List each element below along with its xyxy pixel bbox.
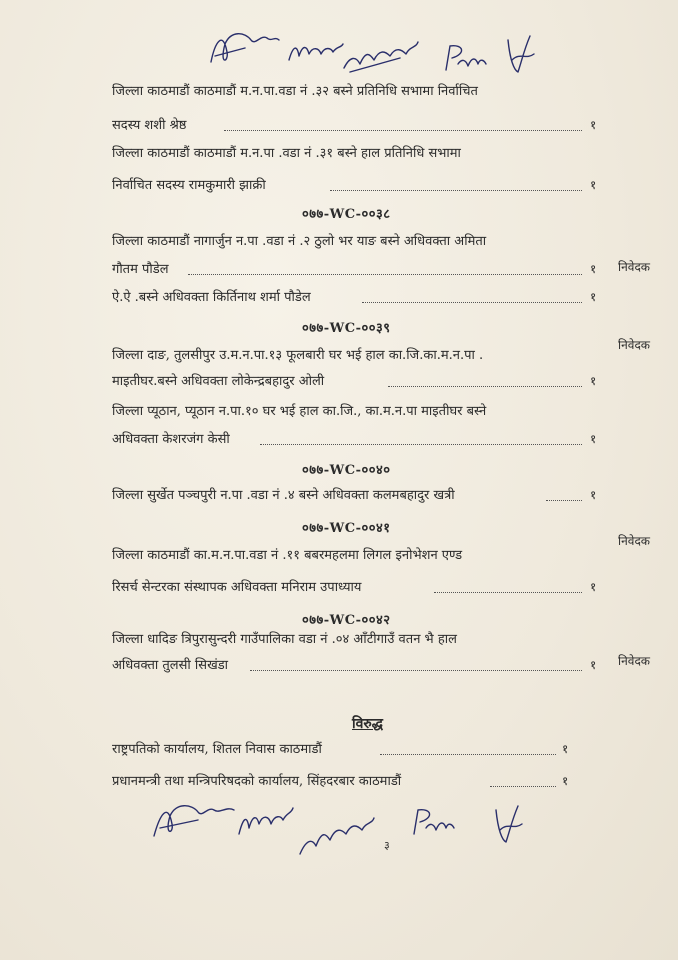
count: १ bbox=[562, 742, 569, 756]
dot-leader bbox=[188, 274, 582, 275]
entry-line: गौतम पौडेल bbox=[112, 262, 169, 277]
respondent-heading: विरुद्ध bbox=[352, 716, 383, 732]
count: १ bbox=[562, 774, 569, 788]
petitioner-label: निवेदक bbox=[618, 260, 651, 274]
page-number: ३ bbox=[384, 839, 390, 852]
petitioner-entry bbox=[112, 632, 597, 677]
count: १ bbox=[590, 488, 597, 502]
dot-leader bbox=[330, 190, 582, 191]
count: १ bbox=[590, 290, 597, 304]
case-number: ०७७-WC-००३८ bbox=[302, 207, 391, 222]
entry-line: जिल्ला धादिङ त्रिपुरासुन्दरी गाउँपालिका वडा नं .०४ आँटीगाउँ वतन भै हाल bbox=[112, 632, 457, 647]
entry-line: जिल्ला काठमाडौं काठमाडौं म.न.पा .वडा नं .३१ बस्ने हाल प्रतिनिधि सभामा bbox=[112, 146, 461, 161]
signature-top-5 bbox=[500, 30, 540, 80]
petitioner-entry bbox=[112, 488, 597, 508]
petitioner-label: निवेदक bbox=[618, 338, 651, 352]
dot-leader bbox=[260, 444, 582, 445]
entry-line: जिल्ला काठमाडौं काठमाडौं म.न.पा.वडा नं .३२ बस्ने प्रतिनिधि सभामा निर्वाचित bbox=[112, 84, 478, 99]
entry-line: जिल्ला काठमाडौं का.म.न.पा.वडा नं .११ बबरमहलमा लिगल इनोभेशन एण्ड bbox=[112, 548, 463, 563]
signature-bottom-1 bbox=[148, 792, 248, 842]
case-number: ०७७-WC-००४१ bbox=[302, 521, 391, 536]
count: १ bbox=[590, 658, 597, 672]
dot-leader bbox=[434, 592, 582, 593]
count: १ bbox=[590, 580, 597, 594]
entry-line: जिल्ला काठमाडौं नागार्जुन न.पा .वडा नं .२ ठुलो भर याङ बस्ने अधिवक्ता अमिता bbox=[112, 234, 487, 249]
signature-top-2 bbox=[285, 36, 345, 66]
dot-leader bbox=[224, 130, 582, 131]
petitioner-entry bbox=[112, 234, 597, 284]
respondent-entry bbox=[112, 84, 597, 134]
dot-leader bbox=[380, 754, 556, 755]
petitioner-label: निवेदक bbox=[618, 534, 651, 548]
respondent-entry bbox=[112, 146, 597, 196]
count: १ bbox=[590, 262, 597, 276]
entry-line: माइतीघर.बस्ने अधिवक्ता लोकेन्द्रबहादुर ओली bbox=[112, 374, 325, 389]
entry-line: प्रधानमन्त्री तथा मन्त्रिपरिषदको कार्यालय, सिंहदरबार काठमाडौं bbox=[112, 774, 402, 789]
petitioner-entry bbox=[112, 404, 597, 449]
signature-top-1 bbox=[205, 22, 285, 72]
entry-line: ऐ.ऐ .बस्ने अधिवक्ता किर्तिनाथ शर्मा पौडेल bbox=[112, 290, 311, 305]
case-number: ०७७-WC-००४२ bbox=[302, 613, 391, 628]
petitioner-entry bbox=[112, 348, 597, 393]
count: १ bbox=[590, 118, 597, 132]
respondent-entry bbox=[112, 742, 592, 762]
case-number: ०७७-WC-००३९ bbox=[302, 321, 391, 336]
signature-bottom-3 bbox=[296, 810, 376, 860]
count: १ bbox=[590, 432, 597, 446]
entry-line: जिल्ला दाङ, तुलसीपुर उ.म.न.पा.१३ फूलबारी घर भई हाल का.जि.का.म.न.पा . bbox=[112, 348, 484, 363]
entry-line: जिल्ला सुर्खेत पञ्चपुरी न.पा .वडा नं .४ बस्ने अधिवक्ता कलमबहादुर खत्री bbox=[112, 488, 455, 503]
petitioner-entry bbox=[112, 290, 597, 310]
dot-leader bbox=[362, 302, 582, 303]
petitioner-label: निवेदक bbox=[618, 654, 651, 668]
count: १ bbox=[590, 178, 597, 192]
petitioner-entry bbox=[112, 548, 597, 595]
respondent-entry bbox=[112, 774, 592, 794]
count: १ bbox=[590, 374, 597, 388]
dot-leader bbox=[546, 500, 582, 501]
signature-top-3 bbox=[340, 36, 420, 76]
entry-line: अधिवक्ता केशरजंग केसी bbox=[112, 432, 230, 447]
signature-bottom-5 bbox=[488, 800, 528, 850]
entry-line: जिल्ला प्यूठान, प्यूठान न.पा.१० घर भई हाल का.जि., का.म.न.पा माइतीघर बस्ने bbox=[112, 404, 487, 419]
case-number: ०७७-WC-००४० bbox=[302, 463, 391, 478]
signature-top-4 bbox=[440, 40, 490, 75]
entry-line: अधिवक्ता तुलसी सिखंडा bbox=[112, 658, 229, 673]
signature-bottom-4 bbox=[408, 804, 458, 839]
entry-line: राष्ट्रपतिको कार्यालय, शितल निवास काठमाडौं bbox=[112, 742, 322, 757]
entry-line: सदस्य शशी श्रेष्ठ bbox=[112, 118, 187, 133]
dot-leader bbox=[250, 670, 582, 671]
entry-line: निर्वाचित सदस्य रामकुमारी झाक्री bbox=[112, 178, 266, 193]
signature-bottom-2 bbox=[235, 800, 295, 840]
dot-leader bbox=[490, 786, 556, 787]
dot-leader bbox=[388, 386, 582, 387]
entry-line: रिसर्च सेन्टरका संस्थापक अधिवक्ता मनिराम उपाध्याय bbox=[112, 580, 362, 595]
